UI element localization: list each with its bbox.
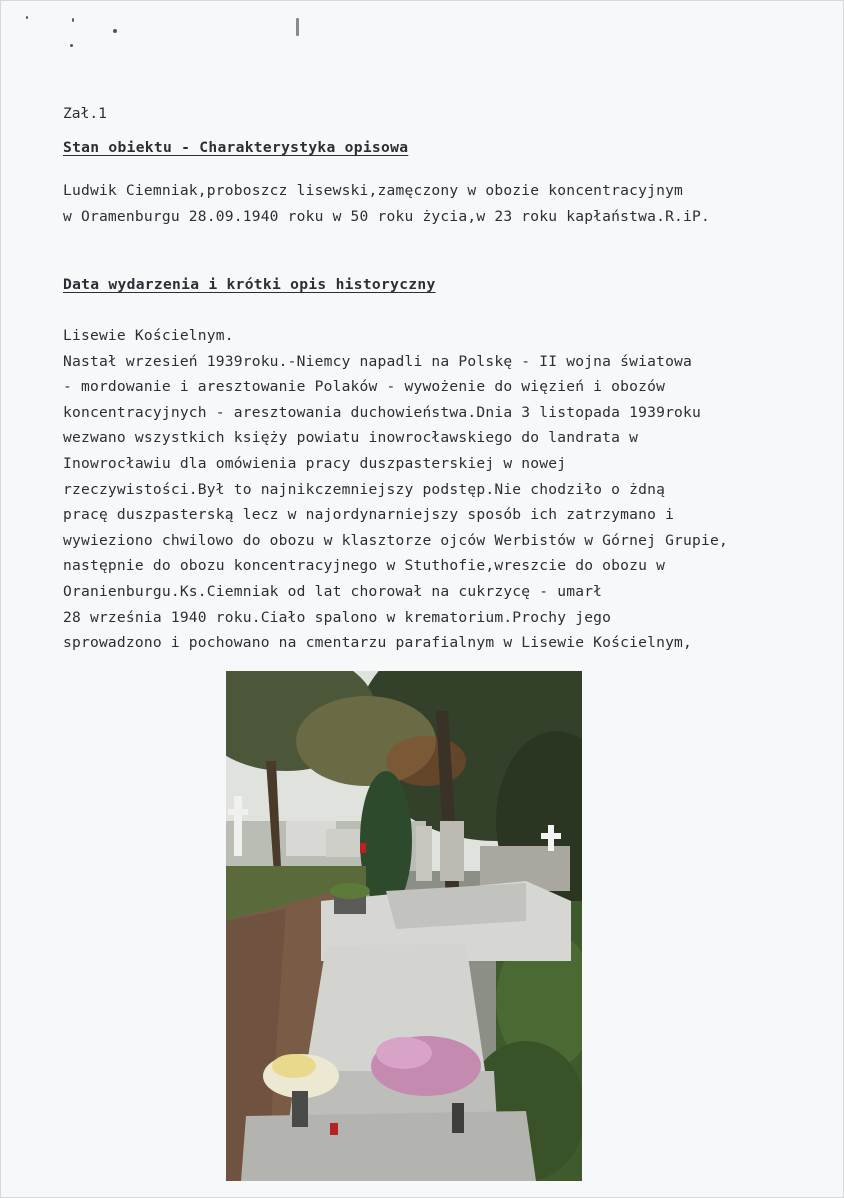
paragraph-line: 28 września 1940 roku.Ciało spalono w krematorium.Prochy jego xyxy=(63,608,612,626)
section-object-state-body xyxy=(63,178,823,229)
paragraph-line: w Oramenburgu 28.09.1940 roku w 50 roku życia,w 23 roku kapłaństwa.R.iP. xyxy=(63,207,711,225)
paper-speck xyxy=(113,29,117,33)
paragraph-line: wezwano wszystkich księży powiatu inowrocławskiego do landrata w xyxy=(63,429,639,447)
paragraph-line: Ludwik Ciemniak,proboszcz lisewski,zamęczony w obozie koncentracyjnym xyxy=(63,182,684,199)
section-title-historical-description: Data wydarzenia i krótki opis historyczny xyxy=(63,276,436,293)
paragraph-line: koncentracyjnych - aresztowania duchowieństwa.Dnia 3 listopada 1939roku xyxy=(63,403,702,421)
staple-mark xyxy=(296,18,299,36)
paragraph-line: sprowadzono i pochowano na cmentarzu parafialnym w Lisewie Kościelnym, xyxy=(63,634,693,652)
paper-speck xyxy=(70,44,73,47)
paragraph-line: Nastał wrzesień 1939roku.-Niemcy napadli na Polskę - II wojna światowa xyxy=(63,352,693,370)
section-title-object-state: Stan obiektu - Charakterystyka opisowa xyxy=(63,139,409,156)
paragraph-line: - mordowanie i aresztowanie Polaków - wywożenie do więzień i obozów xyxy=(63,378,666,396)
paragraph-line: Lisewie Kościelnym. xyxy=(63,327,234,344)
paper-speck xyxy=(72,18,74,22)
cemetery-grave-photo xyxy=(226,671,582,1181)
paragraph-line: rzeczywistości.Był to najnikczemniejszy podstęp.Nie chodziło o żdną xyxy=(63,480,666,498)
photo-illustration xyxy=(226,671,582,1181)
paper-speck xyxy=(26,16,28,19)
paragraph-line: Inowrocławiu dla omówienia pracy duszpasterskiej w nowej xyxy=(63,454,567,472)
paragraph-line: pracę duszpasterską lecz w najordynarniejszy sposób ich zatrzymano i xyxy=(63,506,675,524)
attachment-reference: Zał.1 xyxy=(63,105,107,122)
paragraph-line: Oranienburgu.Ks.Ciemniak od lat chorował na cukrzycę - umarł xyxy=(63,582,603,600)
paragraph-line: wywieziono chwilowo do obozu w klasztorze ojców Werbistów w Górnej Grupie, xyxy=(63,531,728,549)
section-historical-body xyxy=(63,323,823,656)
paragraph-line: następnie do obozu koncentracyjnego w Stuthofie,wreszcie do obozu w xyxy=(63,557,666,575)
